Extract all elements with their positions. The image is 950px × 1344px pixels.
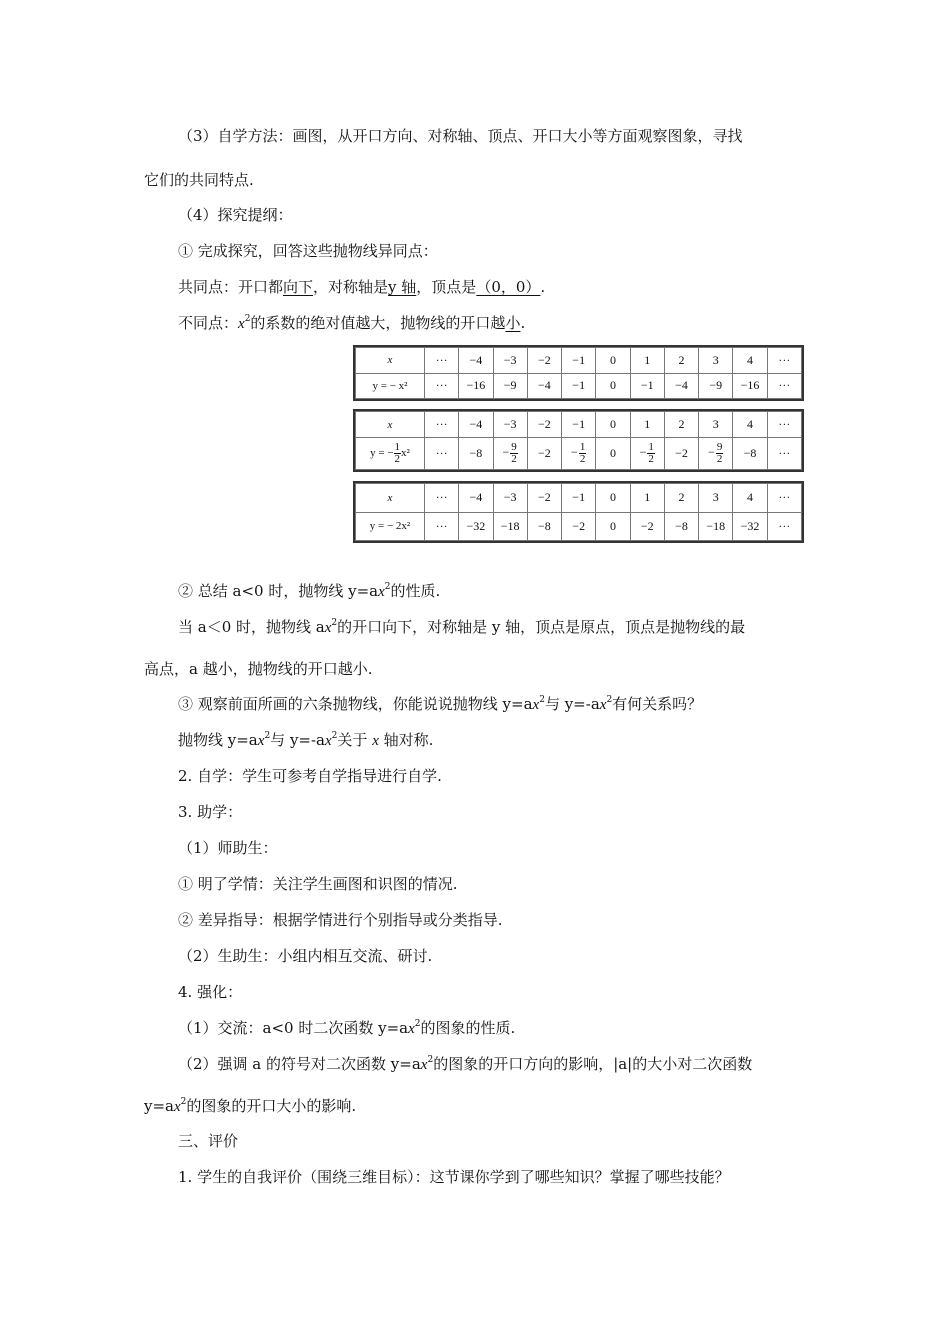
table-row-y: y = − $\frac{1}{2}$ x² ··· −8 − $\frac{9}{2}$ −2 − $\frac{1}{2}$ 0 − $\frac{1}{2}$ −2 − $\frac{9}{2}$ −8 ···: [356, 438, 802, 470]
table-header-y: y = − $\frac{1}{2}$ x²: [356, 438, 425, 470]
step-peer-assist: （2）生助生：小组内相互交流、研讨.: [178, 947, 433, 965]
answer-3: 抛物线 $y=ax^2$与 $y=-ax^2$关于 x 轴对称.: [178, 731, 434, 749]
step-reinforce-2-line2: $y=ax^2$的图象的开口大小的影响.: [144, 1097, 357, 1115]
paragraph-method-line1: （3）自学方法：画图，从开口方向、对称轴、顶点、开口大小等方面观察图象，寻找: [178, 127, 743, 145]
table-header-y: y = − x²: [356, 373, 425, 399]
step-self-study: 2. 自学：学生可参考自学指导进行自学.: [178, 767, 442, 785]
blank-y-axis: y 轴: [388, 278, 417, 296]
answer-2-line1: 当 a＜0 时，抛物线 $ax^2$的开口向下，对称轴是 y 轴，顶点是原点，顶点是抛物线的最: [178, 618, 746, 636]
step-reinforce-1: （1）交流：a<0 时二次函数 $y=ax^2$的图象的性质.: [178, 1019, 516, 1037]
table-header-x: x: [356, 484, 425, 513]
table-row-y: y = − x² ··· −16 −9 −4 −1 0 −1 −4 −9 −16 ···: [356, 373, 802, 399]
question-2: ② 总结 a<0 时，抛物线 $y=ax^2$的性质.: [178, 582, 441, 600]
blank-vertex: （0，0）: [476, 278, 541, 296]
value-table-1: [353, 345, 804, 401]
table-row-x: x ··· −4 −3 −2 −1 0 1 2 3 4 ···: [356, 412, 802, 438]
heading-outline: （4）探究提纲：: [178, 206, 293, 224]
step-teacher-assist-b: ② 差异指导：根据学情进行个别指导或分类指导.: [178, 911, 503, 929]
answer-2-line2: 高点，a 越小，抛物线的开口越小.: [144, 660, 373, 678]
table-header-x: x: [356, 348, 425, 374]
answer-different-points: 不同点：$x^2$的系数的绝对值越大，抛物线的开口越小.: [178, 314, 526, 332]
paragraph-method-line2: 它们的共同特点.: [144, 171, 254, 189]
step-teacher-assist-a: ① 明了学情：关注学生画图和识图的情况.: [178, 875, 458, 893]
table-header-x: x: [356, 412, 425, 438]
blank-small: 小: [505, 314, 521, 332]
table-row-x: x ··· −4 −3 −2 −1 0 1 2 3 4 ···: [356, 348, 802, 374]
step-assist: 3. 助学：: [178, 803, 243, 821]
question-1: ① 完成探究，回答这些抛物线异同点：: [178, 242, 438, 260]
value-table-3: [353, 481, 804, 543]
section-evaluation: 三、评价: [178, 1132, 239, 1150]
answer-common-points: 共同点：开口都向下，对称轴是y 轴，顶点是（0，0）.: [178, 278, 546, 296]
step-teacher-assist: （1）师助生：: [178, 839, 278, 857]
table-row-y: y = − 2x² ··· −32 −18 −8 −2 0 −2 −8 −18 −32 ···: [356, 512, 802, 541]
step-reinforce-2-line1: （2）强调 a 的符号对二次函数 $y=ax^2$的图象的开口方向的影响，|a|的大小对二次函数: [178, 1055, 753, 1073]
question-3: ③ 观察前面所画的六条抛物线，你能说说抛物线 $y=ax^2$与 $y=-ax^2$有何关系吗？: [178, 695, 703, 713]
blank-down: 向下: [283, 278, 314, 296]
table-row-x: x ··· −4 −3 −2 −1 0 1 2 3 4 ···: [356, 484, 802, 513]
table-header-y: y = − 2x²: [356, 512, 425, 541]
value-table-2: [353, 409, 804, 472]
evaluation-item-1: 1. 学生的自我评价（围绕三维目标）：这节课你学到了哪些知识？掌握了哪些技能？: [178, 1168, 730, 1186]
step-reinforce: 4. 强化：: [178, 983, 243, 1001]
